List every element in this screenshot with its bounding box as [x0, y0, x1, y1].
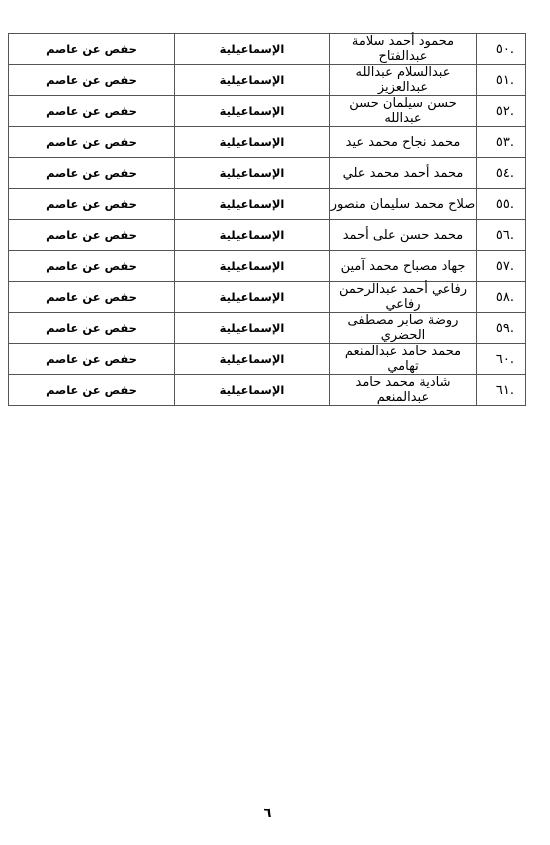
governorate-cell: الإسماعيلية [175, 375, 330, 406]
recitation-cell: حفص عن عاصم [9, 220, 175, 251]
recitation-cell: حفص عن عاصم [9, 127, 175, 158]
participants-table [8, 33, 526, 406]
row-number-cell: .٥٣ [477, 127, 526, 158]
recitation-cell: حفص عن عاصم [9, 158, 175, 189]
table-row [9, 158, 526, 189]
governorate-cell: الإسماعيلية [175, 282, 330, 313]
table-row [9, 65, 526, 96]
participant-name-cell: محمد حسن على أحمد [330, 220, 477, 251]
participant-name-cell: جهاد مصباح محمد آمين [330, 251, 477, 282]
recitation-cell: حفص عن عاصم [9, 189, 175, 220]
table-row [9, 34, 526, 65]
recitation-cell: حفص عن عاصم [9, 34, 175, 65]
row-number-cell: .٥٧ [477, 251, 526, 282]
recitation-cell: حفص عن عاصم [9, 313, 175, 344]
row-number-cell: .٦١ [477, 375, 526, 406]
recitation-cell: حفص عن عاصم [9, 251, 175, 282]
row-number-cell: .٥٦ [477, 220, 526, 251]
row-number-cell: .٦٠ [477, 344, 526, 375]
participant-name-cell: روضة صابر مصطفى الحضري [330, 313, 477, 344]
governorate-cell: الإسماعيلية [175, 96, 330, 127]
table-row [9, 220, 526, 251]
governorate-cell: الإسماعيلية [175, 127, 330, 158]
table-row [9, 313, 526, 344]
table-row [9, 282, 526, 313]
row-number-cell: .٥٠ [477, 34, 526, 65]
participant-name-cell: رفاعي أحمد عبدالرحمن رفاعي [330, 282, 477, 313]
governorate-cell: الإسماعيلية [175, 344, 330, 375]
recitation-cell: حفص عن عاصم [9, 96, 175, 127]
row-number-cell: .٥٨ [477, 282, 526, 313]
governorate-cell: الإسماعيلية [175, 158, 330, 189]
governorate-cell: الإسماعيلية [175, 313, 330, 344]
recitation-cell: حفص عن عاصم [9, 282, 175, 313]
recitation-cell: حفص عن عاصم [9, 375, 175, 406]
table-row [9, 96, 526, 127]
governorate-cell: الإسماعيلية [175, 65, 330, 96]
table-row [9, 251, 526, 282]
governorate-cell: الإسماعيلية [175, 34, 330, 65]
row-number-cell: .٥٩ [477, 313, 526, 344]
participant-name-cell: محمد نجاح محمد عيد [330, 127, 477, 158]
table-body [9, 34, 526, 406]
participant-name-cell: حسن سيلمان حسن عبدالله [330, 96, 477, 127]
participant-name-cell: محمد أحمد محمد علي [330, 158, 477, 189]
recitation-cell: حفص عن عاصم [9, 344, 175, 375]
table-row [9, 127, 526, 158]
table-row [9, 375, 526, 406]
row-number-cell: .٥١ [477, 65, 526, 96]
page-number: ٦ [263, 806, 272, 821]
governorate-cell: الإسماعيلية [175, 251, 330, 282]
participant-name-cell: شادية محمد حامد عبدالمنعم [330, 375, 477, 406]
governorate-cell: الإسماعيلية [175, 189, 330, 220]
participant-name-cell: محمود أحمد سلامة عبدالفتاح [330, 34, 477, 65]
participant-name-cell: عبدالسلام عبدالله عبدالعزيز [330, 65, 477, 96]
table-row [9, 344, 526, 375]
row-number-cell: .٥٢ [477, 96, 526, 127]
recitation-cell: حفص عن عاصم [9, 65, 175, 96]
governorate-cell: الإسماعيلية [175, 220, 330, 251]
table-row [9, 189, 526, 220]
row-number-cell: .٥٥ [477, 189, 526, 220]
row-number-cell: .٥٤ [477, 158, 526, 189]
participant-name-cell: صلاح محمد سليمان منصور [330, 189, 477, 220]
participant-name-cell: محمد حامد عبدالمنعم تهامي [330, 344, 477, 375]
